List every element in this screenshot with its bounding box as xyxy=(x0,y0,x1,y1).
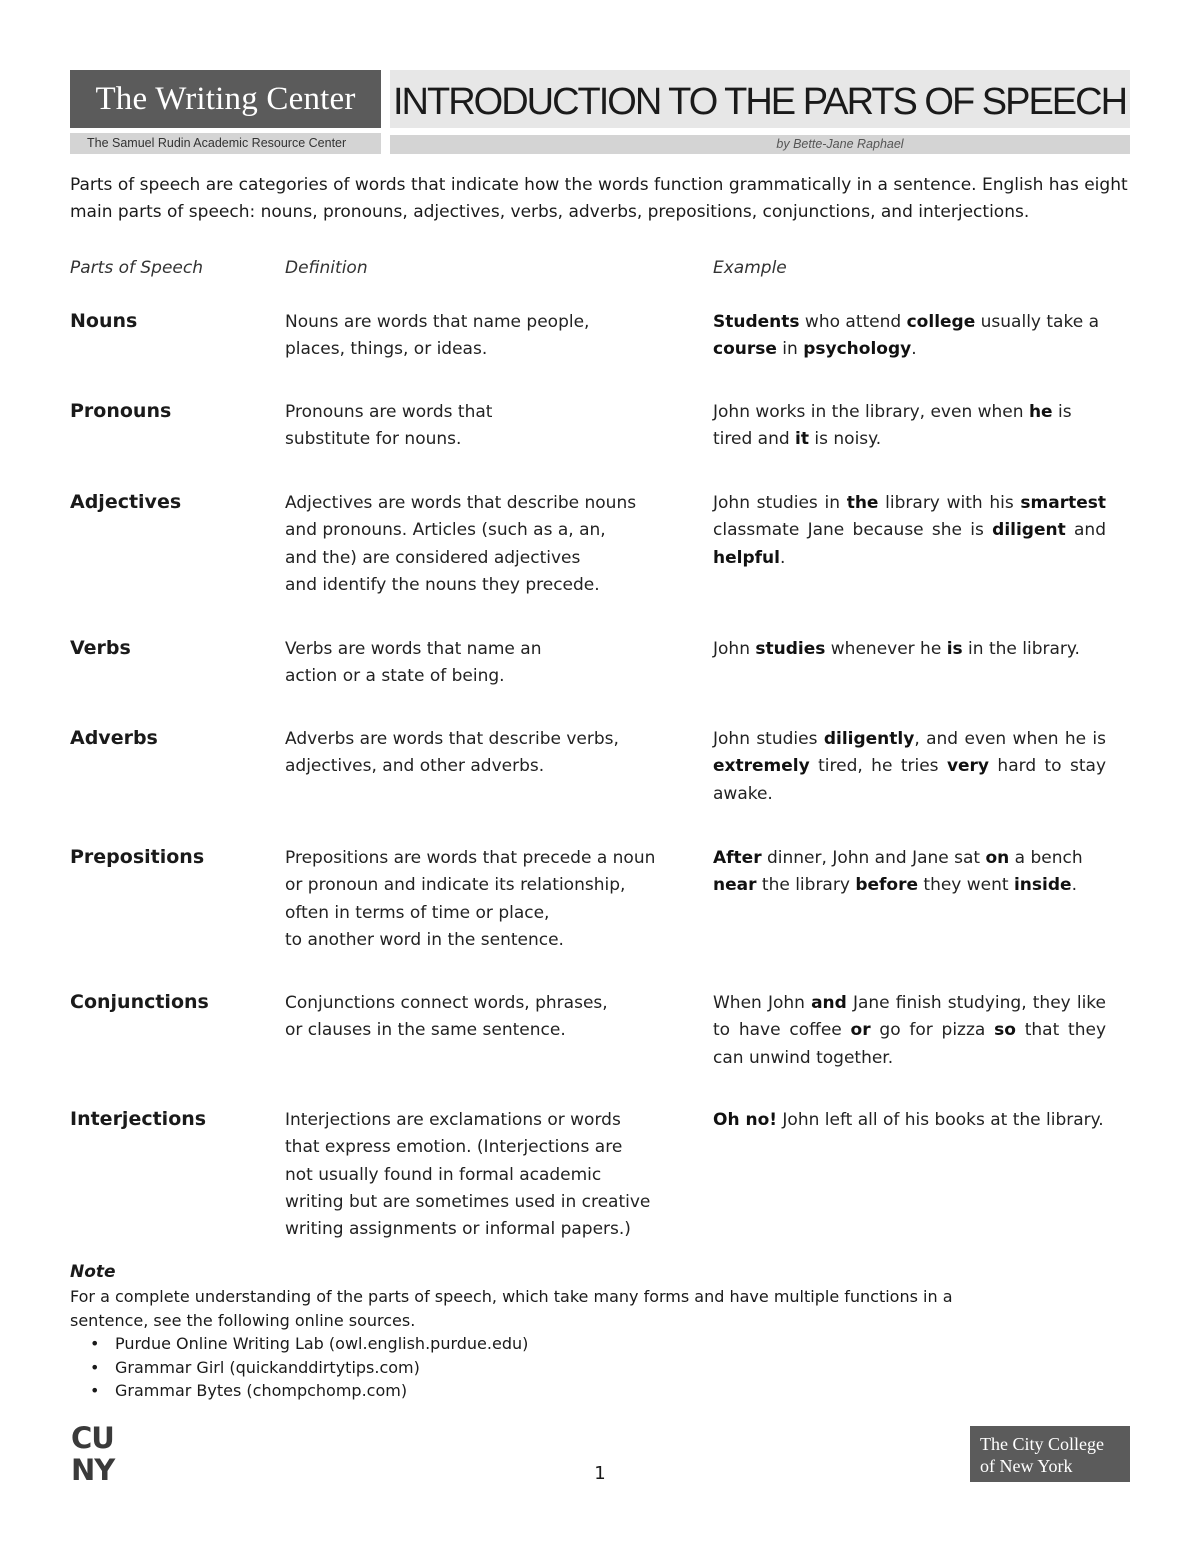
example-text: , and even when he is xyxy=(914,729,1106,749)
example-text: the library xyxy=(756,875,856,896)
example-conjunctions xyxy=(713,990,1106,1072)
example-interjections xyxy=(713,1107,1106,1134)
column-header-definition: Definition xyxy=(285,258,368,278)
example-adverbs xyxy=(713,726,1106,808)
byline: by Bette-Jane Raphael xyxy=(390,135,1130,154)
example-highlight: Oh no! xyxy=(713,1110,778,1130)
example-text: who attend xyxy=(799,312,907,332)
example-text: is noisy. xyxy=(809,429,882,450)
example-highlight: he xyxy=(1028,402,1053,422)
intro-paragraph: Parts of speech are categories of words that indicate how the words function grammatically in a sentence. English has eight main parts of speech: nouns, pronouns, adjectives, verbs, adverbs, prepositions, conjunctions, and interjections. xyxy=(70,175,1128,222)
writing-center-logo: The Writing Center xyxy=(70,70,381,128)
example-highlight: college xyxy=(906,312,976,332)
example-highlight: studies xyxy=(755,639,826,659)
term-verbs: Verbs xyxy=(70,637,131,659)
example-highlight: the xyxy=(846,493,879,513)
example-highlight: diligently xyxy=(823,729,915,749)
example-text: John studies xyxy=(713,729,824,749)
example-highlight: very xyxy=(946,756,990,777)
example-text: hard to stay awake. xyxy=(713,756,1107,804)
example-text: John studies in xyxy=(713,493,847,513)
example-text: tired, he tries xyxy=(809,756,947,777)
term-interjections: Interjections xyxy=(70,1108,207,1130)
example-text: in the library. xyxy=(962,639,1080,659)
column-header-parts: Parts of Speech xyxy=(70,258,203,278)
example-text: library with his xyxy=(878,493,1021,513)
note-heading: Note xyxy=(70,1262,116,1282)
example-text: that they can unwind together. xyxy=(713,1020,1106,1068)
definition-adverbs: Adverbs are words that describe verbs, adjectives, and other adverbs. xyxy=(285,729,619,777)
definition-adjectives: Adjectives are words that describe nouns and pronouns. Articles (such as a, an, and the) are considered adjectives and identify the nouns they precede. xyxy=(285,493,637,595)
example-text: Jane finish studying, they like to have coffee xyxy=(713,993,1106,1041)
note-body: For a complete understanding of the parts of speech, which take many forms and have multiple functions in a sentence, see the following online sources. xyxy=(70,1287,953,1330)
definition-verbs: Verbs are words that name an action or a state of being. xyxy=(285,639,542,687)
source-item: • Grammar Girl (quickanddirtytips.com) xyxy=(88,1356,528,1380)
cuny-logo-top: CU xyxy=(71,1421,114,1455)
example-text: John left all of his books at the library. xyxy=(777,1110,1104,1130)
example-highlight: so xyxy=(994,1020,1016,1041)
example-text: . xyxy=(1071,875,1077,896)
example-text: usually take a xyxy=(975,312,1099,332)
example-text: and xyxy=(1065,520,1106,541)
example-text: classmate Jane because she is xyxy=(713,520,993,541)
example-text: When John xyxy=(713,993,812,1013)
example-highlight: and xyxy=(811,993,847,1013)
definition-nouns: Nouns are words that name people, places, things, or ideas. xyxy=(285,312,590,360)
example-highlight: inside xyxy=(1013,875,1072,896)
source-item: • Grammar Bytes (chompchomp.com) xyxy=(88,1379,528,1403)
example-text: go for pizza xyxy=(870,1020,995,1041)
example-text: . xyxy=(911,339,917,360)
term-adjectives: Adjectives xyxy=(70,491,182,513)
example-highlight: on xyxy=(985,848,1010,868)
definition-pronouns: Pronouns are words that substitute for nouns. xyxy=(285,402,493,450)
example-text: John works in the library, even when xyxy=(713,402,1029,422)
example-highlight: course xyxy=(713,339,777,360)
example-prepositions xyxy=(713,845,1106,900)
example-highlight: it xyxy=(795,429,810,450)
example-text: a bench xyxy=(1009,848,1083,868)
example-highlight: smartest xyxy=(1020,493,1106,513)
term-nouns: Nouns xyxy=(70,310,138,332)
example-text: John xyxy=(713,639,756,659)
page-number: 1 xyxy=(594,1463,606,1484)
source-item: • Purdue Online Writing Lab (owl.english.purdue.edu) xyxy=(88,1332,528,1356)
cuny-logo-bottom: NY xyxy=(71,1453,115,1482)
example-highlight: After xyxy=(713,848,762,868)
term-pronouns: Pronouns xyxy=(70,400,172,422)
example-adjectives xyxy=(713,490,1106,572)
example-text: whenever he xyxy=(825,639,947,659)
logo-subtitle: The Samuel Rudin Academic Resource Center xyxy=(70,133,381,154)
example-verbs xyxy=(713,636,1106,663)
term-prepositions: Prepositions xyxy=(70,846,205,868)
term-adverbs: Adverbs xyxy=(70,727,158,749)
example-highlight: or xyxy=(850,1020,871,1041)
definition-prepositions: Prepositions are words that precede a noun or pronoun and indicate its relationship, often in terms of time or place, to another word in the sentence. xyxy=(285,848,656,950)
example-highlight: Students xyxy=(713,312,800,332)
example-highlight: helpful xyxy=(713,547,780,568)
example-text: . xyxy=(779,547,786,568)
example-highlight: diligent xyxy=(992,520,1066,541)
column-header-example: Example xyxy=(713,258,787,278)
example-text: dinner, John and Jane sat xyxy=(761,848,986,868)
page-title: INTRODUCTION TO THE PARTS OF SPEECH xyxy=(393,81,1127,123)
city-college-logo: The City College of New York xyxy=(970,1426,1130,1482)
example-highlight: near xyxy=(713,875,757,896)
source-list xyxy=(88,1332,528,1403)
term-conjunctions: Conjunctions xyxy=(70,991,209,1013)
example-highlight: before xyxy=(855,875,918,896)
cuny-logo xyxy=(70,1420,132,1482)
example-pronouns xyxy=(713,399,1106,454)
definition-interjections: Interjections are exclamations or words that express emotion. (Interjections are not usually found in formal academic writing but are sometimes used in creative writing assignments or informal papers.) xyxy=(285,1110,651,1240)
example-text: they went xyxy=(918,875,1014,896)
example-highlight: psychology xyxy=(803,339,912,360)
example-highlight: is xyxy=(946,639,963,659)
example-text: in xyxy=(776,339,804,360)
definition-conjunctions: Conjunctions connect words, phrases, or clauses in the same sentence. xyxy=(285,993,608,1041)
example-nouns xyxy=(713,309,1106,364)
example-highlight: extremely xyxy=(713,756,810,777)
example-text: is tired and xyxy=(713,402,1072,450)
